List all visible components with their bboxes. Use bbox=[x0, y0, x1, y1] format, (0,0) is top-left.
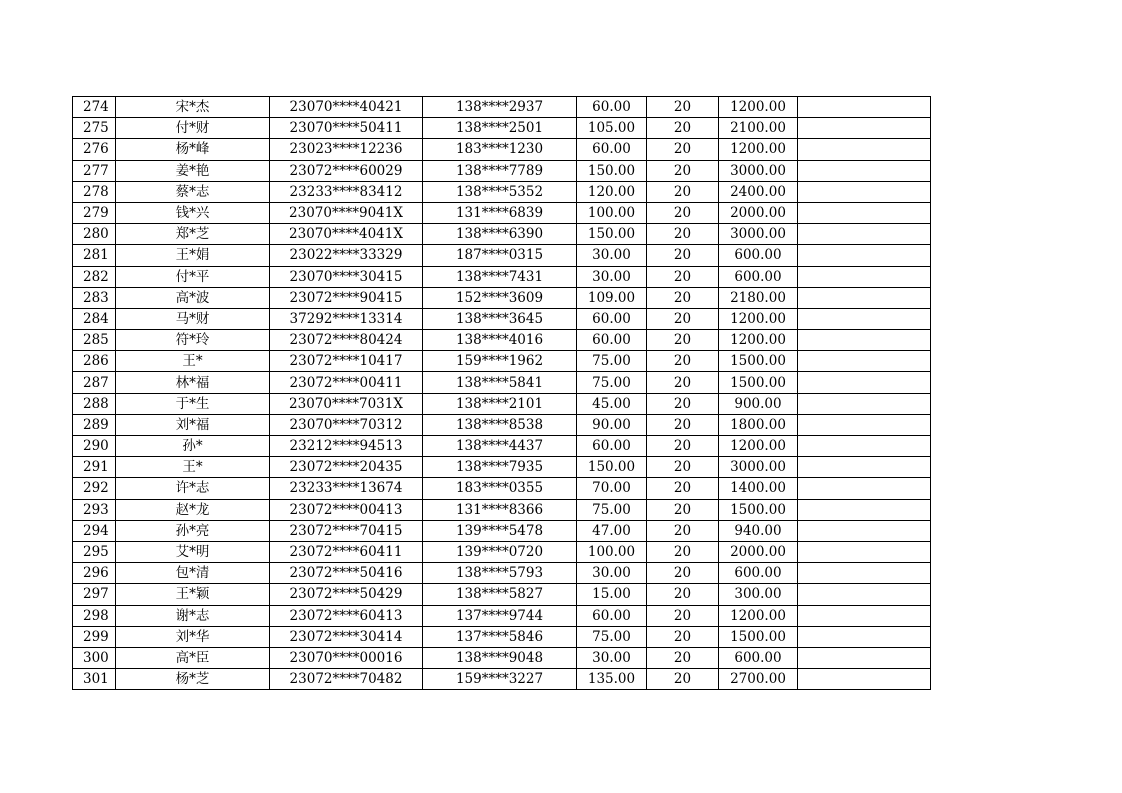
amount-value: 45.00 bbox=[577, 393, 647, 414]
total-value: 1500.00 bbox=[719, 626, 798, 647]
note-cell bbox=[798, 478, 931, 499]
amount-value: 60.00 bbox=[577, 605, 647, 626]
rate-value: 20 bbox=[647, 118, 719, 139]
rate-value: 20 bbox=[647, 478, 719, 499]
person-name: 符*玲 bbox=[116, 330, 270, 351]
row-number: 292 bbox=[73, 478, 116, 499]
total-value: 2000.00 bbox=[719, 541, 798, 562]
total-value: 600.00 bbox=[719, 245, 798, 266]
row-number: 285 bbox=[73, 330, 116, 351]
person-name: 王* bbox=[116, 457, 270, 478]
note-cell bbox=[798, 160, 931, 181]
amount-value: 60.00 bbox=[577, 97, 647, 118]
rate-value: 20 bbox=[647, 584, 719, 605]
note-cell bbox=[798, 626, 931, 647]
id-number: 23072****00413 bbox=[270, 499, 423, 520]
rate-value: 20 bbox=[647, 160, 719, 181]
phone-number: 152****3609 bbox=[423, 287, 577, 308]
person-name: 林*福 bbox=[116, 372, 270, 393]
total-value: 1200.00 bbox=[719, 605, 798, 626]
id-number: 23070****9041X bbox=[270, 202, 423, 223]
rate-value: 20 bbox=[647, 351, 719, 372]
row-number: 301 bbox=[73, 669, 116, 690]
row-number: 282 bbox=[73, 266, 116, 287]
note-cell bbox=[798, 266, 931, 287]
row-number: 297 bbox=[73, 584, 116, 605]
id-number: 23233****13674 bbox=[270, 478, 423, 499]
table-row bbox=[73, 266, 931, 287]
amount-value: 70.00 bbox=[577, 478, 647, 499]
rate-value: 20 bbox=[647, 224, 719, 245]
amount-value: 60.00 bbox=[577, 436, 647, 457]
phone-number: 138****8538 bbox=[423, 414, 577, 435]
amount-value: 75.00 bbox=[577, 351, 647, 372]
note-cell bbox=[798, 520, 931, 541]
total-value: 600.00 bbox=[719, 266, 798, 287]
phone-number: 183****0355 bbox=[423, 478, 577, 499]
rate-value: 20 bbox=[647, 541, 719, 562]
person-name: 郑*芝 bbox=[116, 224, 270, 245]
note-cell bbox=[798, 563, 931, 584]
total-value: 600.00 bbox=[719, 563, 798, 584]
table-row bbox=[73, 414, 931, 435]
phone-number: 138****4437 bbox=[423, 436, 577, 457]
person-name: 刘*华 bbox=[116, 626, 270, 647]
person-name: 王*颖 bbox=[116, 584, 270, 605]
person-name: 许*志 bbox=[116, 478, 270, 499]
id-number: 23072****90415 bbox=[270, 287, 423, 308]
phone-number: 131****8366 bbox=[423, 499, 577, 520]
id-number: 23070****4041X bbox=[270, 224, 423, 245]
note-cell bbox=[798, 436, 931, 457]
note-cell bbox=[798, 351, 931, 372]
row-number: 281 bbox=[73, 245, 116, 266]
person-name: 姜*艳 bbox=[116, 160, 270, 181]
phone-number: 138****5793 bbox=[423, 563, 577, 584]
row-number: 278 bbox=[73, 181, 116, 202]
person-name: 付*平 bbox=[116, 266, 270, 287]
phone-number: 131****6839 bbox=[423, 202, 577, 223]
person-name: 杨*峰 bbox=[116, 139, 270, 160]
table-body bbox=[73, 97, 931, 690]
id-number: 23072****70482 bbox=[270, 669, 423, 690]
phone-number: 138****5352 bbox=[423, 181, 577, 202]
phone-number: 159****3227 bbox=[423, 669, 577, 690]
table-row bbox=[73, 669, 931, 690]
amount-value: 75.00 bbox=[577, 626, 647, 647]
total-value: 900.00 bbox=[719, 393, 798, 414]
total-value: 1400.00 bbox=[719, 478, 798, 499]
row-number: 286 bbox=[73, 351, 116, 372]
table-row bbox=[73, 584, 931, 605]
amount-value: 30.00 bbox=[577, 245, 647, 266]
data-table bbox=[72, 96, 931, 690]
table-row bbox=[73, 351, 931, 372]
person-name: 马*财 bbox=[116, 308, 270, 329]
person-name: 杨*芝 bbox=[116, 669, 270, 690]
id-number: 23072****60029 bbox=[270, 160, 423, 181]
table-row bbox=[73, 181, 931, 202]
id-number: 23072****20435 bbox=[270, 457, 423, 478]
note-cell bbox=[798, 541, 931, 562]
amount-value: 109.00 bbox=[577, 287, 647, 308]
person-name: 高*波 bbox=[116, 287, 270, 308]
row-number: 291 bbox=[73, 457, 116, 478]
rate-value: 20 bbox=[647, 669, 719, 690]
amount-value: 60.00 bbox=[577, 330, 647, 351]
row-number: 290 bbox=[73, 436, 116, 457]
note-cell bbox=[798, 97, 931, 118]
amount-value: 100.00 bbox=[577, 541, 647, 562]
amount-value: 30.00 bbox=[577, 563, 647, 584]
table-row bbox=[73, 393, 931, 414]
note-cell bbox=[798, 647, 931, 668]
phone-number: 137****9744 bbox=[423, 605, 577, 626]
amount-value: 75.00 bbox=[577, 499, 647, 520]
table-row bbox=[73, 457, 931, 478]
table-row bbox=[73, 647, 931, 668]
person-name: 谢*志 bbox=[116, 605, 270, 626]
row-number: 284 bbox=[73, 308, 116, 329]
total-value: 1800.00 bbox=[719, 414, 798, 435]
table-row bbox=[73, 563, 931, 584]
amount-value: 60.00 bbox=[577, 308, 647, 329]
row-number: 289 bbox=[73, 414, 116, 435]
amount-value: 135.00 bbox=[577, 669, 647, 690]
phone-number: 138****2101 bbox=[423, 393, 577, 414]
person-name: 赵*龙 bbox=[116, 499, 270, 520]
note-cell bbox=[798, 202, 931, 223]
phone-number: 137****5846 bbox=[423, 626, 577, 647]
row-number: 298 bbox=[73, 605, 116, 626]
amount-value: 150.00 bbox=[577, 224, 647, 245]
total-value: 2700.00 bbox=[719, 669, 798, 690]
table-row bbox=[73, 330, 931, 351]
rate-value: 20 bbox=[647, 181, 719, 202]
amount-value: 75.00 bbox=[577, 372, 647, 393]
rate-value: 20 bbox=[647, 372, 719, 393]
id-number: 23023****12236 bbox=[270, 139, 423, 160]
total-value: 2400.00 bbox=[719, 181, 798, 202]
total-value: 1500.00 bbox=[719, 372, 798, 393]
phone-number: 138****2937 bbox=[423, 97, 577, 118]
table-row bbox=[73, 118, 931, 139]
amount-value: 100.00 bbox=[577, 202, 647, 223]
note-cell bbox=[798, 224, 931, 245]
phone-number: 187****0315 bbox=[423, 245, 577, 266]
id-number: 37292****13314 bbox=[270, 308, 423, 329]
total-value: 600.00 bbox=[719, 647, 798, 668]
note-cell bbox=[798, 287, 931, 308]
row-number: 296 bbox=[73, 563, 116, 584]
total-value: 2000.00 bbox=[719, 202, 798, 223]
amount-value: 15.00 bbox=[577, 584, 647, 605]
total-value: 2100.00 bbox=[719, 118, 798, 139]
note-cell bbox=[798, 330, 931, 351]
row-number: 295 bbox=[73, 541, 116, 562]
table-row bbox=[73, 478, 931, 499]
person-name: 宋*杰 bbox=[116, 97, 270, 118]
note-cell bbox=[798, 584, 931, 605]
rate-value: 20 bbox=[647, 202, 719, 223]
note-cell bbox=[798, 605, 931, 626]
rate-value: 20 bbox=[647, 308, 719, 329]
amount-value: 47.00 bbox=[577, 520, 647, 541]
table-row bbox=[73, 541, 931, 562]
note-cell bbox=[798, 414, 931, 435]
id-number: 23072****10417 bbox=[270, 351, 423, 372]
person-name: 刘*福 bbox=[116, 414, 270, 435]
table-row bbox=[73, 160, 931, 181]
total-value: 3000.00 bbox=[719, 457, 798, 478]
rate-value: 20 bbox=[647, 330, 719, 351]
total-value: 3000.00 bbox=[719, 160, 798, 181]
total-value: 2180.00 bbox=[719, 287, 798, 308]
phone-number: 139****5478 bbox=[423, 520, 577, 541]
phone-number: 138****3645 bbox=[423, 308, 577, 329]
row-number: 280 bbox=[73, 224, 116, 245]
note-cell bbox=[798, 308, 931, 329]
total-value: 1200.00 bbox=[719, 97, 798, 118]
table-row bbox=[73, 520, 931, 541]
table-row bbox=[73, 372, 931, 393]
person-name: 王* bbox=[116, 351, 270, 372]
id-number: 23072****60413 bbox=[270, 605, 423, 626]
row-number: 279 bbox=[73, 202, 116, 223]
id-number: 23072****50429 bbox=[270, 584, 423, 605]
person-name: 孙* bbox=[116, 436, 270, 457]
id-number: 23070****50411 bbox=[270, 118, 423, 139]
row-number: 275 bbox=[73, 118, 116, 139]
note-cell bbox=[798, 139, 931, 160]
rate-value: 20 bbox=[647, 457, 719, 478]
rate-value: 20 bbox=[647, 436, 719, 457]
amount-value: 150.00 bbox=[577, 160, 647, 181]
id-number: 23070****00016 bbox=[270, 647, 423, 668]
id-number: 23072****30414 bbox=[270, 626, 423, 647]
note-cell bbox=[798, 181, 931, 202]
table-row bbox=[73, 224, 931, 245]
table-row bbox=[73, 499, 931, 520]
amount-value: 105.00 bbox=[577, 118, 647, 139]
row-number: 283 bbox=[73, 287, 116, 308]
table-row bbox=[73, 626, 931, 647]
note-cell bbox=[798, 393, 931, 414]
id-number: 23070****70312 bbox=[270, 414, 423, 435]
person-name: 于*生 bbox=[116, 393, 270, 414]
amount-value: 60.00 bbox=[577, 139, 647, 160]
table-row bbox=[73, 245, 931, 266]
phone-number: 183****1230 bbox=[423, 139, 577, 160]
total-value: 1200.00 bbox=[719, 330, 798, 351]
total-value: 3000.00 bbox=[719, 224, 798, 245]
id-number: 23233****83412 bbox=[270, 181, 423, 202]
id-number: 23070****30415 bbox=[270, 266, 423, 287]
table-row bbox=[73, 436, 931, 457]
id-number: 23072****00411 bbox=[270, 372, 423, 393]
phone-number: 138****7789 bbox=[423, 160, 577, 181]
phone-number: 138****5841 bbox=[423, 372, 577, 393]
amount-value: 150.00 bbox=[577, 457, 647, 478]
rate-value: 20 bbox=[647, 647, 719, 668]
phone-number: 138****7935 bbox=[423, 457, 577, 478]
table-row bbox=[73, 605, 931, 626]
phone-number: 138****4016 bbox=[423, 330, 577, 351]
id-number: 23070****7031X bbox=[270, 393, 423, 414]
rate-value: 20 bbox=[647, 266, 719, 287]
table-row bbox=[73, 139, 931, 160]
row-number: 299 bbox=[73, 626, 116, 647]
note-cell bbox=[798, 499, 931, 520]
rate-value: 20 bbox=[647, 97, 719, 118]
id-number: 23070****40421 bbox=[270, 97, 423, 118]
rate-value: 20 bbox=[647, 520, 719, 541]
id-number: 23072****80424 bbox=[270, 330, 423, 351]
amount-value: 30.00 bbox=[577, 647, 647, 668]
rate-value: 20 bbox=[647, 499, 719, 520]
total-value: 1500.00 bbox=[719, 351, 798, 372]
total-value: 300.00 bbox=[719, 584, 798, 605]
row-number: 288 bbox=[73, 393, 116, 414]
amount-value: 30.00 bbox=[577, 266, 647, 287]
note-cell bbox=[798, 457, 931, 478]
phone-number: 159****1962 bbox=[423, 351, 577, 372]
person-name: 艾*明 bbox=[116, 541, 270, 562]
person-name: 高*臣 bbox=[116, 647, 270, 668]
amount-value: 120.00 bbox=[577, 181, 647, 202]
note-cell bbox=[798, 372, 931, 393]
phone-number: 138****5827 bbox=[423, 584, 577, 605]
id-number: 23072****60411 bbox=[270, 541, 423, 562]
row-number: 300 bbox=[73, 647, 116, 668]
row-number: 294 bbox=[73, 520, 116, 541]
row-number: 274 bbox=[73, 97, 116, 118]
total-value: 940.00 bbox=[719, 520, 798, 541]
phone-number: 138****2501 bbox=[423, 118, 577, 139]
rate-value: 20 bbox=[647, 605, 719, 626]
total-value: 1200.00 bbox=[719, 308, 798, 329]
rate-value: 20 bbox=[647, 563, 719, 584]
table-row bbox=[73, 202, 931, 223]
person-name: 蔡*志 bbox=[116, 181, 270, 202]
amount-value: 90.00 bbox=[577, 414, 647, 435]
note-cell bbox=[798, 118, 931, 139]
row-number: 277 bbox=[73, 160, 116, 181]
table-row bbox=[73, 308, 931, 329]
phone-number: 138****7431 bbox=[423, 266, 577, 287]
table-row bbox=[73, 287, 931, 308]
id-number: 23212****94513 bbox=[270, 436, 423, 457]
row-number: 287 bbox=[73, 372, 116, 393]
note-cell bbox=[798, 245, 931, 266]
phone-number: 139****0720 bbox=[423, 541, 577, 562]
row-number: 276 bbox=[73, 139, 116, 160]
rate-value: 20 bbox=[647, 245, 719, 266]
rate-value: 20 bbox=[647, 414, 719, 435]
row-number: 293 bbox=[73, 499, 116, 520]
total-value: 1200.00 bbox=[719, 436, 798, 457]
person-name: 钱*兴 bbox=[116, 202, 270, 223]
id-number: 23072****70415 bbox=[270, 520, 423, 541]
person-name: 孙*亮 bbox=[116, 520, 270, 541]
id-number: 23022****33329 bbox=[270, 245, 423, 266]
person-name: 付*财 bbox=[116, 118, 270, 139]
rate-value: 20 bbox=[647, 626, 719, 647]
rate-value: 20 bbox=[647, 393, 719, 414]
total-value: 1500.00 bbox=[719, 499, 798, 520]
rate-value: 20 bbox=[647, 139, 719, 160]
table-row bbox=[73, 97, 931, 118]
phone-number: 138****9048 bbox=[423, 647, 577, 668]
person-name: 王*娟 bbox=[116, 245, 270, 266]
id-number: 23072****50416 bbox=[270, 563, 423, 584]
phone-number: 138****6390 bbox=[423, 224, 577, 245]
total-value: 1200.00 bbox=[719, 139, 798, 160]
note-cell bbox=[798, 669, 931, 690]
rate-value: 20 bbox=[647, 287, 719, 308]
person-name: 包*清 bbox=[116, 563, 270, 584]
